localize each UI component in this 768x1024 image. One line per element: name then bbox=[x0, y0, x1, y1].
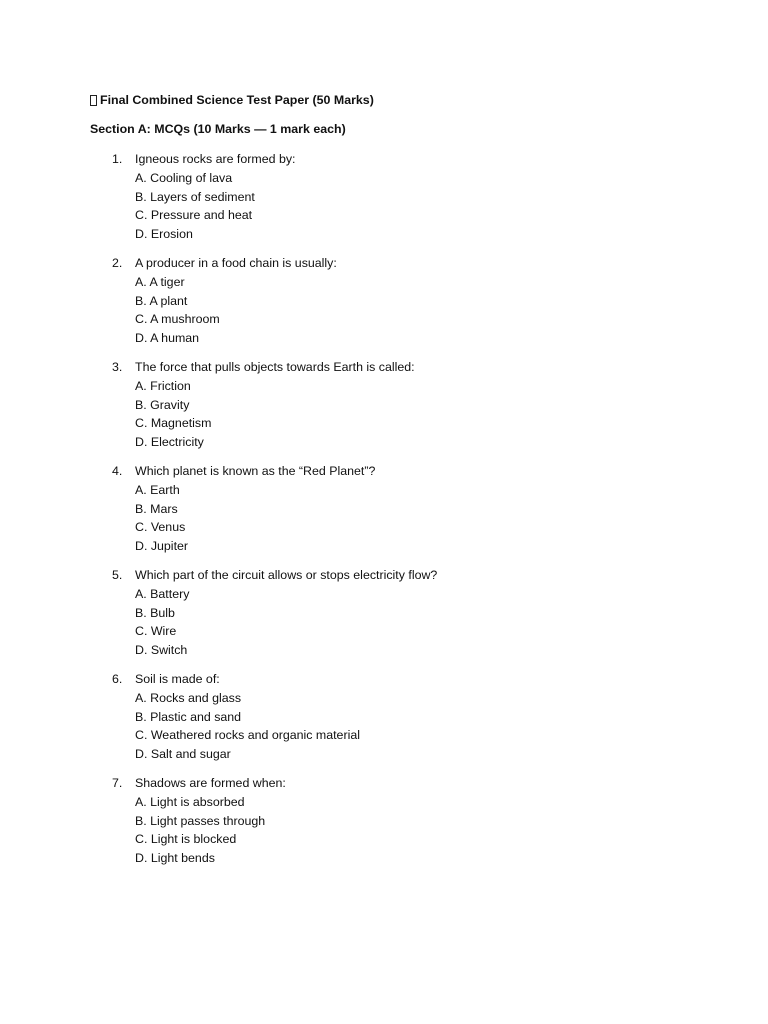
option-item: D. Salt and sugar bbox=[135, 747, 231, 762]
option-item: D. Switch bbox=[135, 643, 188, 658]
question-item bbox=[0, 566, 768, 660]
option-item: C. Magnetism bbox=[135, 416, 212, 431]
option-list bbox=[135, 689, 768, 764]
question-item bbox=[0, 254, 768, 348]
question-number: 7. bbox=[112, 775, 123, 790]
option-list bbox=[135, 793, 768, 868]
option-item: C. Venus bbox=[135, 520, 186, 535]
option-list bbox=[135, 273, 768, 348]
option-item: B. Gravity bbox=[135, 397, 190, 412]
option-item: A. Friction bbox=[135, 378, 191, 393]
option-item: A. Light is absorbed bbox=[135, 794, 245, 809]
section-heading: Section A: MCQs (10 Marks — 1 mark each) bbox=[90, 122, 346, 136]
question-number: 5. bbox=[112, 567, 123, 582]
option-item: D. Jupiter bbox=[135, 539, 189, 554]
option-item: A. Rocks and glass bbox=[135, 690, 242, 705]
question-number: 2. bbox=[112, 255, 123, 270]
option-list bbox=[135, 377, 768, 452]
option-list bbox=[135, 481, 768, 556]
question-text: The force that pulls objects towards Earth is called: bbox=[135, 359, 415, 374]
option-item: B. Light passes through bbox=[135, 813, 266, 828]
question-list bbox=[0, 150, 768, 878]
option-item: C. Pressure and heat bbox=[135, 208, 253, 223]
option-item: C. Weathered rocks and organic material bbox=[135, 728, 360, 743]
option-item: B. Mars bbox=[135, 501, 178, 516]
question-text: A producer in a food chain is usually: bbox=[135, 255, 337, 270]
option-item: A. Battery bbox=[135, 586, 190, 601]
question-text: Soil is made of: bbox=[135, 671, 220, 686]
question-number: 3. bbox=[112, 359, 123, 374]
option-item: D. Erosion bbox=[135, 227, 193, 242]
question-item bbox=[0, 774, 768, 868]
option-item: B. Bulb bbox=[135, 605, 175, 620]
option-item: C. Light is blocked bbox=[135, 832, 237, 847]
question-text: Which planet is known as the “Red Planet”? bbox=[135, 463, 376, 478]
page-title bbox=[90, 93, 374, 107]
question-item bbox=[0, 462, 768, 556]
option-item: D. A human bbox=[135, 331, 200, 346]
question-item bbox=[0, 670, 768, 764]
option-item: B. A plant bbox=[135, 293, 188, 308]
question-number: 4. bbox=[112, 463, 123, 478]
option-item: D. Electricity bbox=[135, 435, 204, 450]
question-text: Which part of the circuit allows or stops electricity flow? bbox=[135, 567, 438, 582]
option-item: A. Cooling of lava bbox=[135, 170, 233, 185]
question-item bbox=[0, 358, 768, 452]
option-item: A. A tiger bbox=[135, 274, 185, 289]
page-title-text: Final Combined Science Test Paper (50 Marks) bbox=[100, 93, 374, 107]
option-list bbox=[135, 169, 768, 244]
option-list bbox=[135, 585, 768, 660]
missing-glyph-icon bbox=[90, 95, 97, 106]
option-item: B. Layers of sediment bbox=[135, 189, 255, 204]
question-item bbox=[0, 150, 768, 244]
option-item: D. Light bends bbox=[135, 851, 215, 866]
question-text: Shadows are formed when: bbox=[135, 775, 286, 790]
option-item: B. Plastic and sand bbox=[135, 709, 242, 724]
option-item: C. A mushroom bbox=[135, 312, 220, 327]
option-item: A. Earth bbox=[135, 482, 180, 497]
question-number: 6. bbox=[112, 671, 123, 686]
question-number: 1. bbox=[112, 152, 123, 166]
option-item: C. Wire bbox=[135, 624, 177, 639]
question-text: Igneous rocks are formed by: bbox=[135, 152, 296, 166]
